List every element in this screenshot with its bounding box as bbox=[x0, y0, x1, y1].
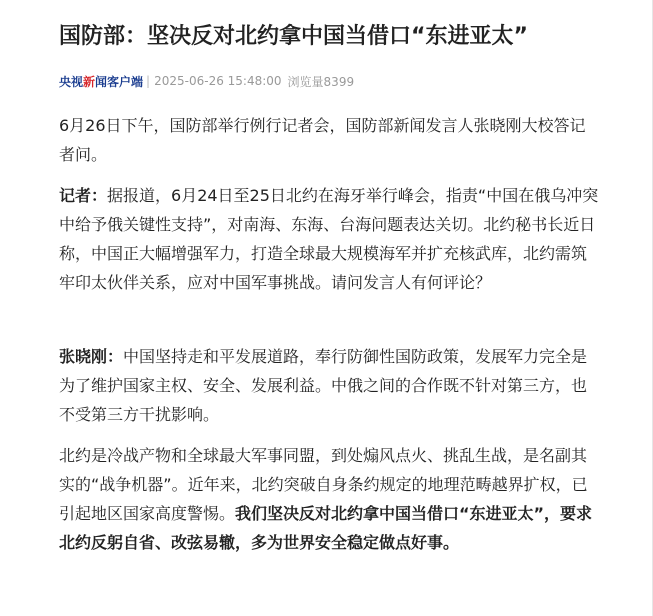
answer-text: 中国坚持走和平发展道路，奉行防御性国防政策，发展军力完全是为了维护国家主权、安全、发展利益。中俄之间的合作既不针对第三方，也不受第三方干扰影响。 bbox=[59, 347, 588, 424]
view-count: 浏览量8399 bbox=[287, 74, 355, 89]
paragraph-answer bbox=[59, 342, 599, 429]
paragraph-nato bbox=[59, 441, 599, 557]
source-logo-part-c: 闻客户端 bbox=[95, 74, 144, 89]
nato-bold-text: 我们坚决反对北约拿中国当借口“东进亚太”，要求北约反躬自省、改弦易辙，多为世界安全稳定做点好事。 bbox=[59, 504, 593, 552]
nato-text: 北约是冷战产物和全球最大军事同盟，到处煽风点火、挑乱生战，是名副其实的“战争机器”。近年来，北约突破自身条约规定的地理范畴越界扩权，已引起地区国家高度警惕。 bbox=[59, 446, 588, 523]
question-text: 据报道，6月24日至25日北约在海牙举行峰会，指责“中国在俄乌冲突中给予俄关键性支持”，对南海、东海、台海问题表达关切。北约秘书长近日称，中国正大幅增强军力，打造全球最大规模海军并扩充核武库，北约需筑牢印太伙伴关系，应对中国军事挑战。请问发言人有何评论？ bbox=[59, 186, 599, 292]
speaker-spokesperson: 张晓刚： bbox=[59, 347, 124, 366]
source-logo[interactable] bbox=[59, 73, 143, 90]
source-logo-part-a: 央视 bbox=[59, 74, 84, 89]
paragraph-intro: 6月26日下午，国防部举行例行记者会，国防部新闻发言人张晓刚大校答记者问。 bbox=[59, 116, 586, 164]
paragraph-question bbox=[59, 181, 599, 297]
article-meta bbox=[59, 72, 354, 90]
meta-separator: | bbox=[146, 74, 151, 88]
speaker-reporter: 记者： bbox=[59, 186, 108, 205]
article-title: 国防部：坚决反对北约拿中国当借口“东进亚太” bbox=[59, 24, 528, 49]
publish-datetime: 2025-06-26 15:48:00 bbox=[154, 74, 282, 88]
source-logo-part-b: 新 bbox=[83, 74, 96, 89]
